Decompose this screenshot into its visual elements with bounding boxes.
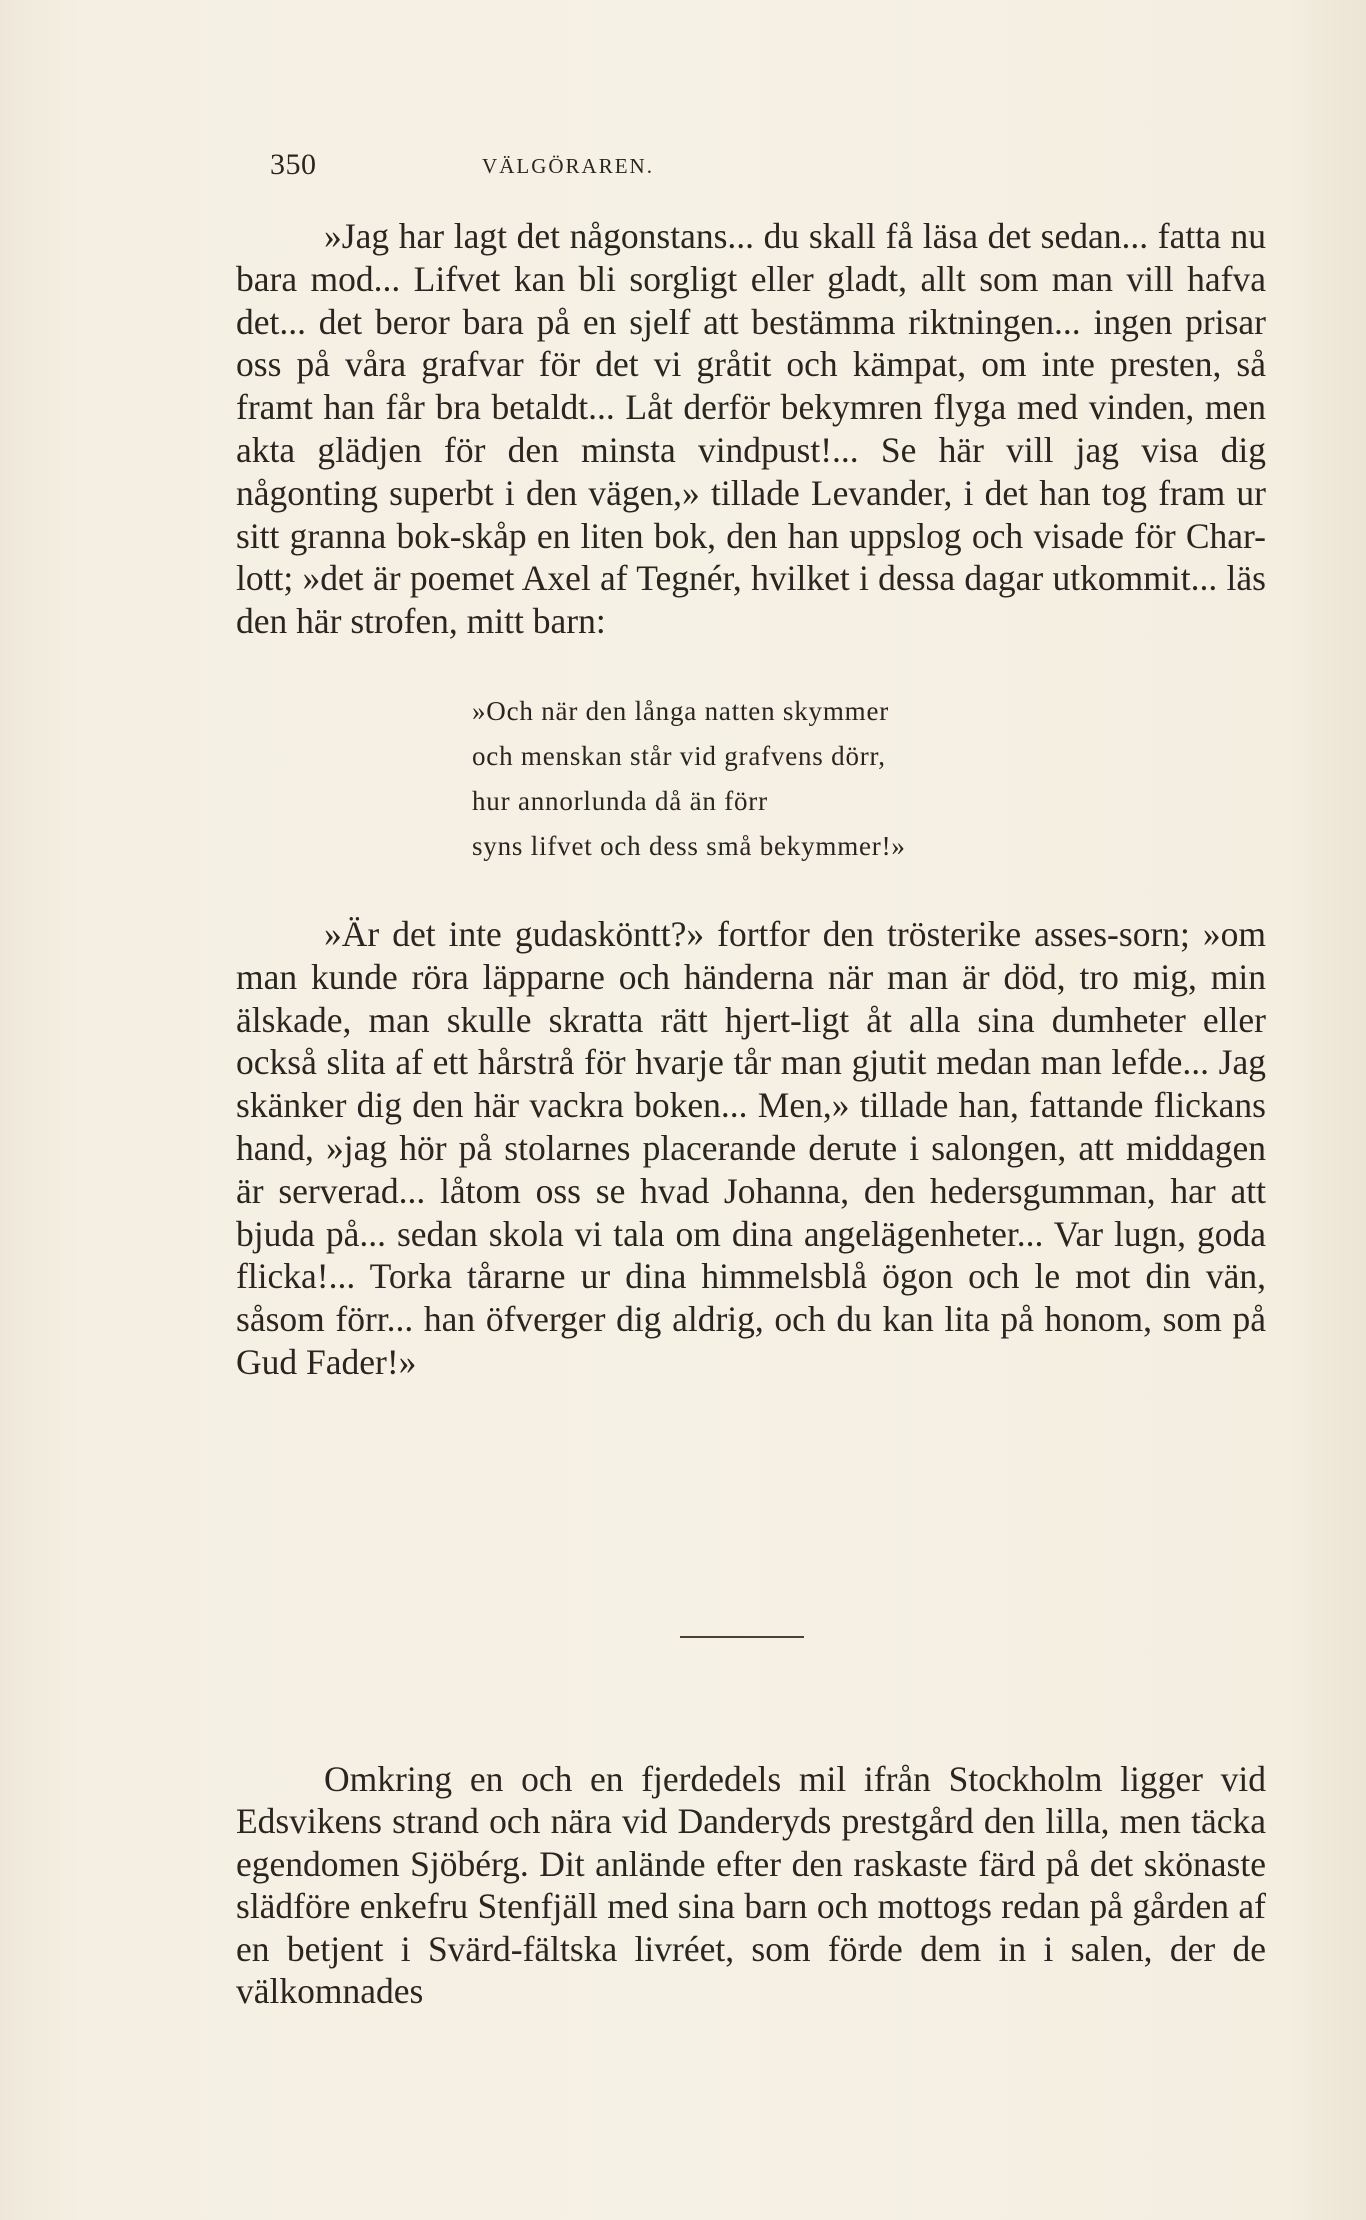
running-head: VÄLGÖRAREN. xyxy=(482,154,654,178)
section-divider xyxy=(680,1636,804,1638)
page-number: 350 xyxy=(270,148,317,181)
poem-line: och menskan står vid grafvens dörr, xyxy=(472,740,886,771)
paragraph-dialogue-1: »Jag har lagt det någonstans... du skall få läsa det sedan... fatta nu bara mod... Lifvet kan bli sorgligt eller gladt, allt som man vill hafva det... det beror bara på en sjelf att bestämma riktningen... ingen prisar oss på våra grafvar för det vi gråtit och kämpat, om inte presten, så framt han får bra betaldt... Låt derför bekymren flyga med vinden, men akta glädjen för den minsta vindpust!... Se här vill jag visa dig någonting superbt i den vägen,» tillade Levander, i det han tog fram ur sitt granna bok-skåp en liten bok, den han uppslog och visade för Char-lott; »det är poemet Axel af Tegnér, hvilket i dessa dagar utkommit... läs den här strofen, mitt barn: xyxy=(236,216,1266,642)
page-header xyxy=(270,148,866,188)
poem-line: »Och när den långa natten skymmer xyxy=(472,695,890,726)
poem-line: hur annorlunda då än förr xyxy=(472,785,768,816)
poem-stanza xyxy=(236,689,1266,869)
section-text-block xyxy=(236,1758,1266,2012)
main-text-block xyxy=(236,215,1266,1384)
paragraph-dialogue-2: »Är det inte gudasköntt?» fortfor den trösterike asses-sorn; »om man kunde röra läpparne och händerna när man är död, tro mig, min älskade, man skulle skratta rätt hjert-ligt åt alla sina dumheter eller också slita af ett hårstrå för hvarje tår man gjutit medan man lefde... Jag skänker dig den här vackra boken... Men,» tillade han, fattande flickans hand, »jag hör på stolarnes placerande derute i salongen, att middagen är serverad... låtom oss se hvad Johanna, den hedersgumman, har att bjuda på... sedan skola vi tala om dina angelägenheter... Var lugn, goda flicka!... Torka tårarne ur dina himmelsblå ögon och le mot din vän, såsom förr... han öfverger dig aldrig, och du kan lita på honom, som på Gud Fader!» xyxy=(236,913,1266,1382)
poem-line: syns lifvet och dess små bekymmer!» xyxy=(472,830,906,861)
paragraph-narrative: Omkring en och en fjerdedels mil ifrån Stockholm ligger vid Edsvikens strand och nära vid Danderyds prestgård den lilla, men täcka egendomen Sjöbérg. Dit anlände efter den raskaste färd på det skönaste slädföre enkefru Stenfjäll med sina barn och mottogs redan på gården af en betjent i Svärd-fältska livréet, som förde dem in i salen, der de välkomnades xyxy=(236,1759,1266,2012)
